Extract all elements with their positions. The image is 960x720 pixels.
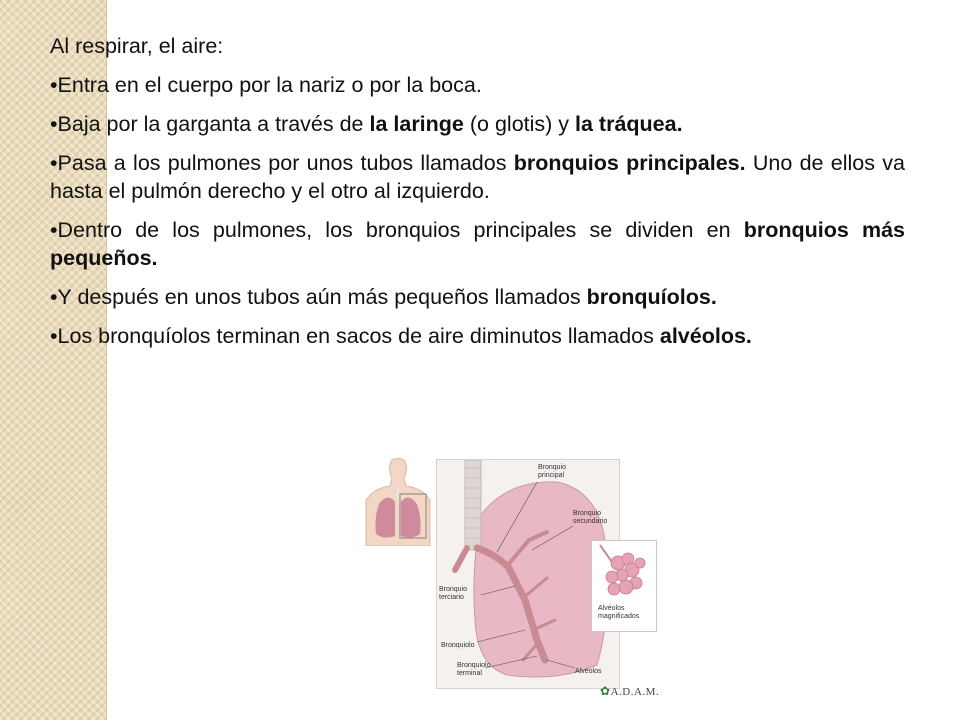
bullet-alveoli: •Los bronquíolos terminan en sacos de aire diminutos llamados alvéolos. [50, 324, 752, 348]
term-laringe: la laringe [369, 112, 464, 136]
alveoli-magnified-inset [591, 540, 657, 632]
bullet-larynx-trachea: •Baja por la garganta a través de la laringe (o glotis) y la tráquea. [50, 112, 683, 136]
bullet-main-bronchi: •Pasa a los pulmones por unos tubos llamados bronquios principales. Uno de ellos va hasta el pulmón derecho y el otro al izquierdo. [50, 151, 905, 203]
term-alveolos: alvéolos. [659, 324, 752, 348]
term-bronquios-pequenos: bronquios más pequeños. [50, 218, 905, 270]
label-bronquio-secundario: Bronquio secundario [573, 510, 608, 525]
term-bronquios-principales: bronquios principales. [513, 151, 746, 175]
label-alveolos-magnificados: Alvéolos magnificados [598, 605, 640, 620]
thorax-thumbnail-image [362, 458, 434, 546]
intro-line: Al respirar, el aire: [50, 34, 224, 58]
adam-leaf-icon: ✿ [600, 684, 611, 698]
term-bronquiolos: bronquíolos. [586, 285, 717, 309]
label-bronquio-terciario: Bronquio terciario [439, 586, 468, 601]
slide-body [50, 32, 905, 361]
term-traquea: la tráquea. [575, 112, 683, 136]
adam-logo: ✿A.D.A.M. [600, 684, 660, 698]
bullet-smaller-bronchi: •Dentro de los pulmones, los bronquios principales se dividen en bronquios más pequeños. [50, 218, 905, 270]
bullet-nose-mouth: •Entra en el cuerpo por la nariz o por la boca. [50, 73, 482, 97]
bullet-bronchioles: •Y después en unos tubos aún más pequeños llamados bronquíolos. [50, 285, 717, 309]
label-bronquio-principal: Bronquio principal [538, 464, 567, 479]
label-alveolos: Alvéolos [575, 668, 602, 675]
label-bronquiolo: Bronquiolo [441, 642, 475, 649]
label-bronquiolo-terminal: Bronquiolo terminal [457, 662, 491, 677]
